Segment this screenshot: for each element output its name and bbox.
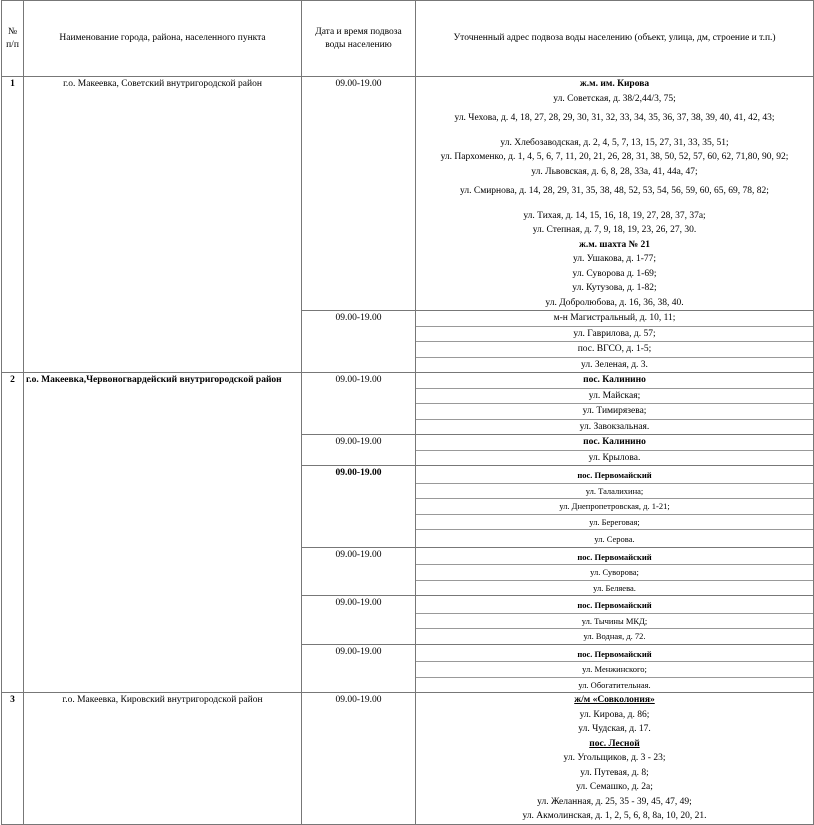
delivery-time: 09.00-19.00 [302,644,416,693]
address-cell [416,693,814,825]
address-line: ул. Тычины МКД; [416,614,813,630]
address-line: ул. Береговая; [416,515,813,531]
delivery-time: 09.00-19.00 [302,693,416,825]
delivery-time: 09.00-19.00 [302,596,416,645]
address-line: ул. Акмолинская, д. 1, 2, 5, 6, 8, 8а, 10, 20, 21. [522,811,707,821]
address-heading: пос. Первомайский [416,596,813,614]
address-line: ул. Хлебозаводская, д. 2, 4, 5, 7, 13, 15, 27, 31, 33, 35, 51; [500,137,729,148]
address-line: ул. Водная, д. 72. [583,631,646,641]
address-heading: пос. Калинино [416,373,813,389]
address-line: ул. Обогатительная. [578,679,651,690]
address-line: ул. Степная, д. 7, 9, 18, 19, 23, 26, 27, 30. [532,225,697,235]
delivery-time: 09.00-19.00 [302,547,416,596]
address-heading: пос. Калинино [416,435,813,451]
delivery-time: 09.00-19.00 [302,311,416,373]
address-line: ул. Кутузова, д. 1-82; [572,283,657,293]
address-line: ул. Львовская, д. 6, 8, 28, 33а, 41, 44а, 47; [531,166,698,177]
address-heading: пос. Первомайский [416,466,813,484]
address-cell [416,373,814,435]
address-cell [416,466,814,548]
address-line: ул. Путевая, д. 8; [580,767,649,778]
city-district: г.о. Макеевка,Червоногвардейский внутригородской район [24,373,302,693]
address-line: ул. Пархоменко, д. 1, 4, 5, 6, 7, 11, 20, 21, 26, 28, 31, 38, 50, 52, 57, 60, 62, 71,80, 90, 92; [440,152,789,162]
address-heading: пос. Первомайский [416,548,813,566]
delivery-time: 09.00-19.00 [302,435,416,466]
address-cell [416,644,814,693]
row-number: 3 [2,693,24,825]
address-line: ул. Советская, д. 38/2,44/3, 75; [553,93,676,104]
address-line: ул. Смирнова, д. 14, 28, 29, 31, 35, 38, 48, 52, 53, 54, 56, 59, 60, 65, 69, 78, 82; [460,186,769,196]
address-line: ул. Кирова, д. 86; [579,709,650,720]
address-line: пос. ВГСО, д. 1-5; [416,342,813,358]
address-line: м-н Магистральный, д. 10, 11; [416,311,813,327]
delivery-time: 09.00-19.00 [302,373,416,435]
address-heading: пос. Первомайский [416,645,813,663]
row-number: 1 [2,77,24,373]
address-cell [416,435,814,466]
water-schedule-table [1,0,814,825]
address-cell [416,77,814,311]
address-line: ул. Беляева. [593,582,636,593]
address-line: ул. Суворова д. 1-69; [572,268,657,279]
address-line: ул. Семашко, д. 2а; [576,782,653,792]
header-address: Уточненный адрес подвоза воды населению (объект, улица, дм, строение и т.п.) [416,1,814,77]
address-line: ул. Днепропетровская, д. 1-21; [416,499,813,515]
address-line: ул. Зеленая, д. 3. [581,359,648,370]
address-line: ул. Тимирязева; [416,404,813,420]
address-line: ул. Гаврилова, д. 57; [416,327,813,343]
address-cell [416,547,814,596]
delivery-time: 09.00-19.00 [302,77,416,311]
delivery-time: 09.00-19.00 [302,466,416,548]
address-line: ул. Желанная, д. 25, 35 - 39, 45, 47, 49; [537,796,692,807]
address-line: ул. Чудская, д. 17. [578,724,651,734]
address-line: ул. Талалихина; [416,484,813,500]
address-heading: ж/м «Совколония» [574,695,655,705]
table-row [2,77,814,311]
address-cell [416,311,814,373]
city-district: г.о. Макеевка, Кировский внутригородской район [24,693,302,825]
city-district: г.о. Макеевка, Советский внутригородской район [24,77,302,373]
address-line: ул. Угольщиков, д. 3 - 23; [563,753,666,763]
address-line: ул. Завокзальная. [579,421,650,432]
address-line: ул. Чехова, д. 4, 18, 27, 28, 29, 30, 31, 32, 33, 34, 35, 36, 37, 38, 39, 40, 41, 42, 43; [454,113,775,123]
header-date: Дата и время подвоза воды населению [302,1,416,77]
address-heading: ж.м. им. Кирова [579,79,650,89]
address-heading: пос. Лесной [589,738,640,749]
address-line: ул. Менжинского; [416,662,813,678]
address-heading: ж.м. шахта № 21 [578,239,651,250]
address-line: ул. Добролюбова, д. 16, 36, 38, 40. [545,297,684,308]
table-header-row [2,1,814,77]
address-line: ул. Тихая, д. 14, 15, 16, 18, 19, 27, 28, 37, 37а; [523,210,706,221]
address-line: ул. Суворова; [416,565,813,581]
address-cell [416,596,814,645]
row-number: 2 [2,373,24,693]
address-line: ул. Крылова. [588,452,641,463]
header-num: № п/п [2,1,24,77]
address-line: ул. Серова. [594,534,635,544]
address-line: ул. Ушакова, д. 1-77; [572,254,657,264]
table-row [2,693,814,825]
table-row [2,373,814,435]
address-line: ул. Майская; [416,389,813,405]
header-name: Наименование города, района, населенного пункта [24,1,302,77]
